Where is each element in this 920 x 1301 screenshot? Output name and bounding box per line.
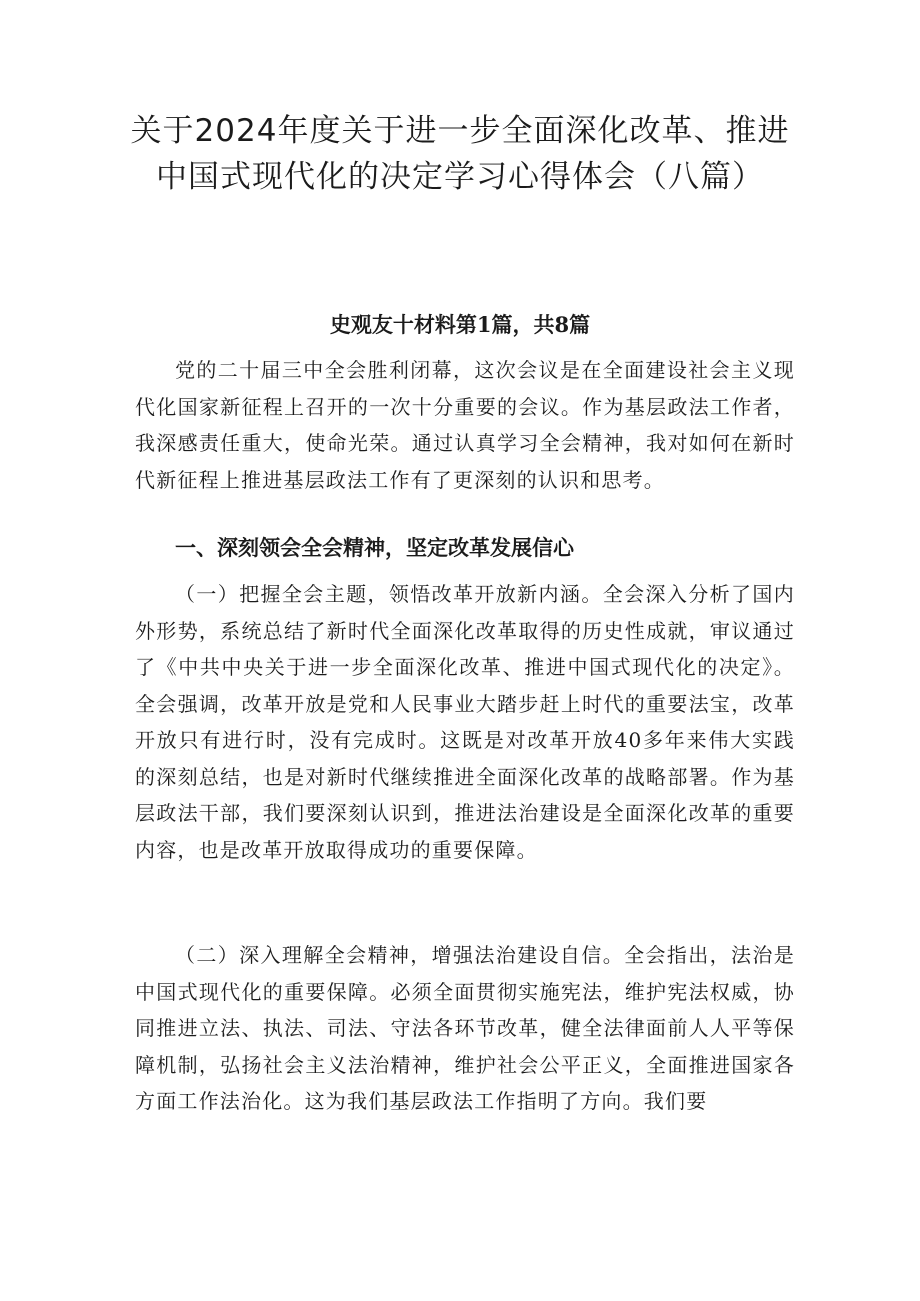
section-heading: 一、深刻领会全会精神，坚定改革发展信心 — [175, 536, 574, 560]
document-title: 关于2024年度关于进一步全面深化改革、推进中国式现代化的决定学习心得体会（八篇） — [130, 113, 790, 195]
body-paragraph-1: （一）把握全会主题，领悟改革开放新内涵。全会深入分析了国内外形势，系统总结了新时代全面深化改革取得的历史性成就，审议通过了《中共中央关于进一步全面深化改革、推进中国式现代化的决定》。全会强调，改革开放是党和人民事业大踏步赶上时代的重要法宝，改革开放只有进行时，没有完成时。这既是对改革开放40多年来伟大实践的深刻总结，也是对新时代继续推进全面深化改革的战略部署。作为基层政法干部，我们要深刻认识到，推进法治建设是全面深化改革的重要内容，也是改革开放取得成功的重要保障。 — [135, 582, 795, 862]
body-paragraph-2: （二）深入理解全会精神，增强法治建设自信。全会指出，法治是中国式现代化的重要保障。必须全面贯彻实施宪法，维护宪法权威，协同推进立法、执法、司法、守法各环节改革，健全法律面前人人平等保障机制，弘扬社会主义法治精神，维护社会公平正义，全面推进国家各方面工作法治化。这为我们基层政法工作指明了方向。我们要 — [135, 943, 795, 1113]
body-paragraph-intro: 党的二十届三中全会胜利闭幕，这次会议是在全面建设社会主义现代化国家新征程上召开的一次十分重要的会议。作为基层政法工作者，我深感责任重大，使命光荣。通过认真学习全会精神，我对如何在新时代新征程上推进基层政法工作有了更深刻的认识和思考。 — [135, 358, 795, 492]
document-subtitle: 史观友十材料第1篇，共8篇 — [329, 312, 591, 337]
